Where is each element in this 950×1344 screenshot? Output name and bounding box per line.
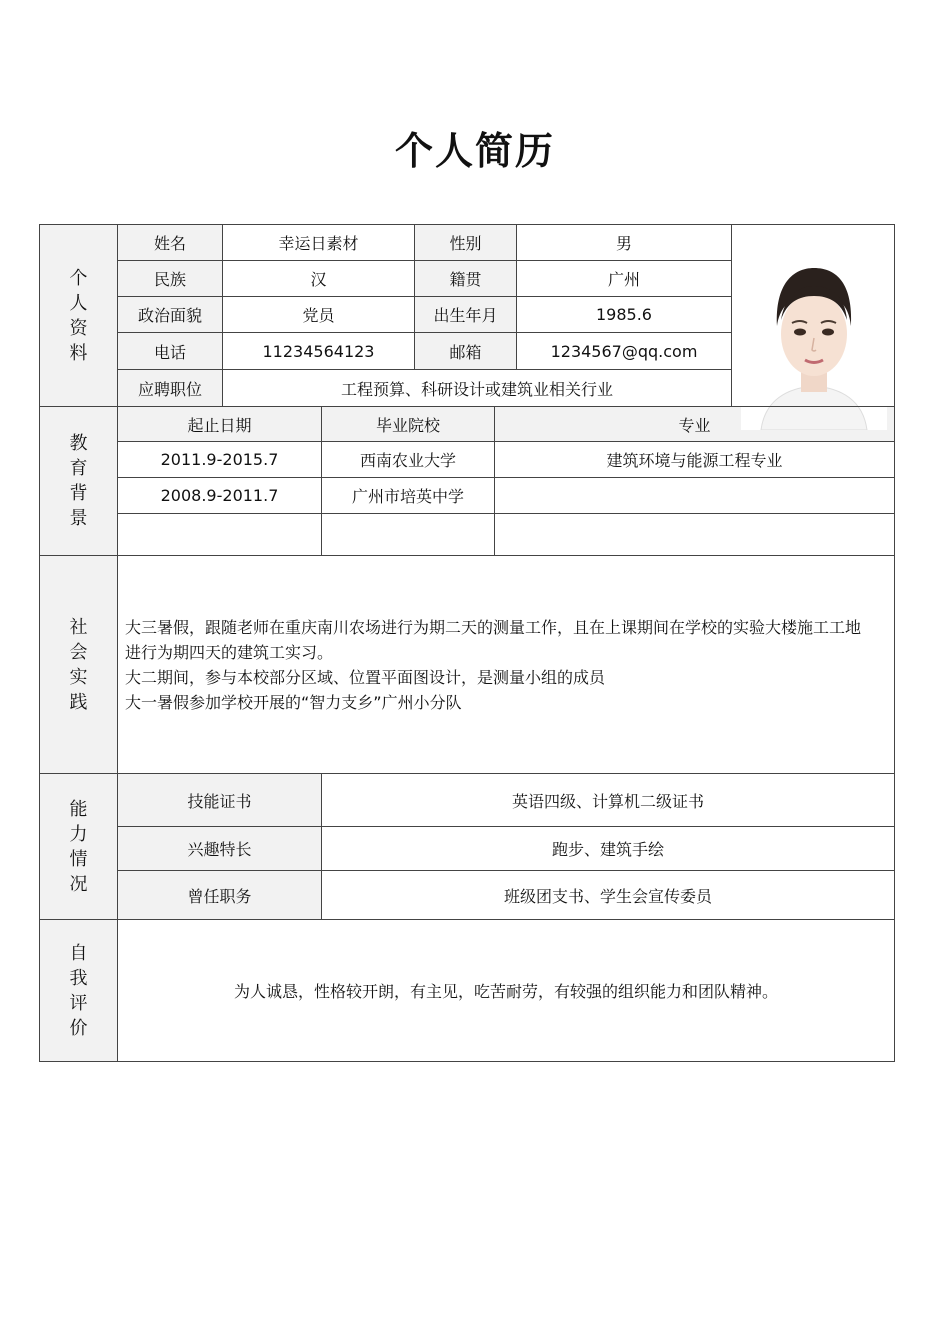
education-header-school: 毕业院校 xyxy=(375,415,440,435)
education-row-3-school xyxy=(322,514,494,555)
section-label-self: 自 我 评 价 xyxy=(69,942,88,1039)
ethnicity-label: 民族 xyxy=(153,270,186,289)
email-value: 1234567@qq.com xyxy=(550,341,698,361)
ability-row-3-label: 曾任职务 xyxy=(187,886,252,906)
education-row-3-dates xyxy=(118,514,321,555)
phone-value: 11234564123 xyxy=(262,341,375,361)
self-evaluation-text: 为人诚恳，性格较开朗，有主见，吃苦耐劳，有较强的组织能力和团队精神。 xyxy=(233,982,778,1001)
gender-value: 男 xyxy=(615,234,632,253)
ability-row-2-label: 兴趣特长 xyxy=(187,840,252,859)
phone-label: 电话 xyxy=(153,342,186,362)
profile-photo xyxy=(741,250,887,430)
section-label-personal: 个 人 资 料 xyxy=(69,267,88,364)
education-header-major: 专业 xyxy=(678,415,711,435)
section-label-practice: 社 会 实 践 xyxy=(69,616,88,713)
ability-row-3-value: 班级团支书、学生会宣传委员 xyxy=(503,886,712,906)
political-value: 党员 xyxy=(302,306,335,325)
education-row-2-dates: 2008.9-2011.7 xyxy=(160,486,279,505)
ability-row-2-value: 跑步、建筑手绘 xyxy=(551,840,664,859)
ethnicity-value: 汉 xyxy=(310,270,327,289)
ability-row-1-label: 技能证书 xyxy=(187,791,252,811)
education-row-3-major xyxy=(495,514,894,555)
origin-value: 广州 xyxy=(607,270,640,289)
practice-line-4: 大一暑假参加学校开展的“智力支乡”广州小分队 xyxy=(125,693,462,712)
birth-value: 1985.6 xyxy=(596,305,652,324)
education-row-2-major xyxy=(495,478,894,513)
education-row-1-dates: 2011.9-2015.7 xyxy=(160,450,279,469)
section-label-ability: 能 力 情 况 xyxy=(69,798,88,895)
practice-text xyxy=(125,615,890,725)
gender-label: 性别 xyxy=(449,234,482,253)
birth-label: 出生年月 xyxy=(433,306,498,325)
education-row-1-school: 西南农业大学 xyxy=(359,451,456,470)
name-label: 姓名 xyxy=(153,234,186,253)
education-row-2-school: 广州市培英中学 xyxy=(351,487,464,506)
ability-row-1-value: 英语四级、计算机二级证书 xyxy=(511,791,704,811)
email-label: 邮箱 xyxy=(449,342,482,362)
page-title: 个人简历 xyxy=(394,128,555,173)
practice-line-2: 进行为期四天的建筑工实习。 xyxy=(125,643,334,662)
practice-line-1: 大三暑假，跟随老师在重庆南川农场进行为期二天的测量工作，且在上课期间在学校的实验大楼施工工地 xyxy=(125,618,862,637)
portrait-icon xyxy=(741,250,887,430)
position-value: 工程预算、科研设计或建筑业相关行业 xyxy=(340,379,613,399)
name-value: 幸运日素材 xyxy=(278,234,359,253)
practice-line-3: 大二期间，参与本校部分区域、位置平面图设计，是测量小组的成员 xyxy=(125,668,606,687)
section-label-education: 教 育 背 景 xyxy=(69,433,88,529)
origin-label: 籍贯 xyxy=(449,270,482,289)
education-header-dates: 起止日期 xyxy=(187,415,252,435)
position-label: 应聘职位 xyxy=(137,379,202,399)
education-row-1-major: 建筑环境与能源工程专业 xyxy=(606,451,783,470)
political-label: 政治面貌 xyxy=(137,306,202,325)
